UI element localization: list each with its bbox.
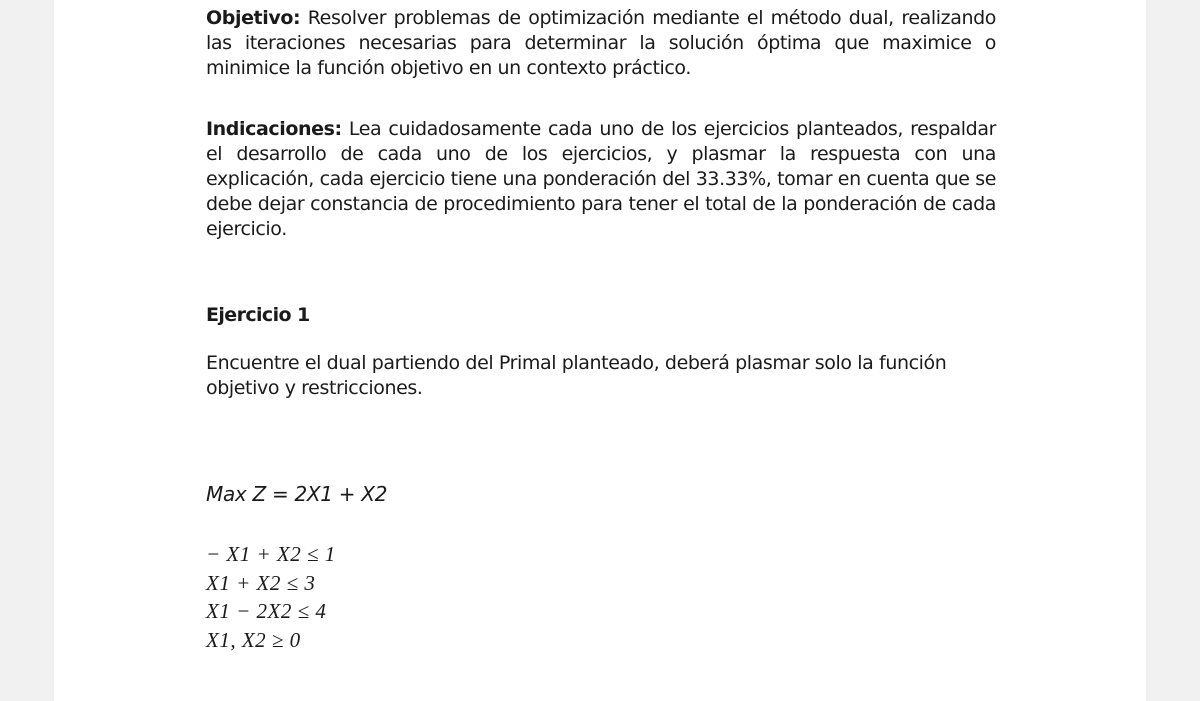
objetivo-text: Resolver problemas de optimización mediante el método dual, realizando las iteraciones necesarias para determinar la solución óptima que maximice o minimice la función objetivo en un contexto práctico. bbox=[206, 7, 996, 79]
indicaciones-paragraph bbox=[206, 117, 996, 242]
objetivo-paragraph bbox=[206, 6, 996, 81]
constraint-2: X1 + X2 ≤ 3 bbox=[206, 570, 316, 595]
indicaciones-label: Indicaciones: bbox=[206, 118, 342, 140]
ejercicio-1-heading: Ejercicio 1 bbox=[206, 304, 310, 326]
ejercicio-1-statement: Encuentre el dual partiendo del Primal planteado, deberá plasmar solo la función objetivo y restricciones. bbox=[206, 352, 947, 399]
constraints-list bbox=[206, 540, 996, 654]
constraint-3: X1 − 2X2 ≤ 4 bbox=[206, 599, 327, 623]
objective-function: Max Z = 2X1 + X2 bbox=[206, 482, 388, 506]
objetivo-label: Objetivo: bbox=[206, 7, 301, 29]
constraint-nonnegativity: X1, X2 ≥ 0 bbox=[206, 627, 301, 652]
document-page bbox=[54, 0, 1146, 701]
indicaciones-text: Lea cuidadosamente cada uno de los ejercicios planteados, respaldar el desarrollo de cada uno de los ejercicios, y plasmar la respuesta con una explicación, cada ejercicio tiene una ponderación del 33.33%, tomar en cuenta que se debe dejar constancia de procedimiento para tener el total de la ponderación de cada ejercicio. bbox=[206, 118, 996, 240]
page-content bbox=[206, 6, 996, 654]
constraint-1: − X1 + X2 ≤ 1 bbox=[206, 542, 336, 566]
